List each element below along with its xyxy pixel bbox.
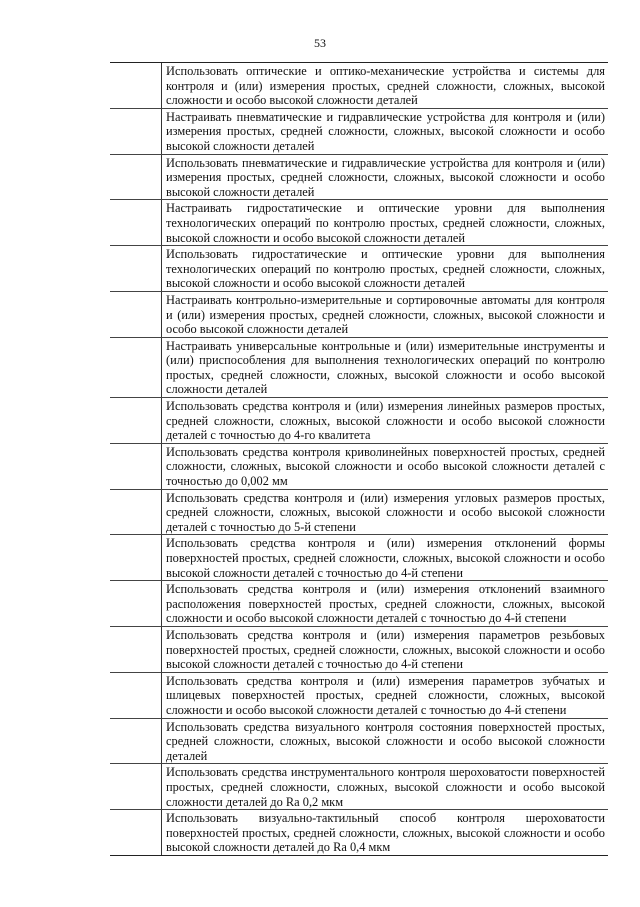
label-cell	[110, 63, 162, 108]
skill-text-cell: Использовать средства контроля и (или) измерения параметров резьбовых поверхностей простых, средней сложности, сложных, высокой сложности и особо высокой сложности деталей с точностью до 4-й степени	[166, 627, 605, 672]
table-row	[110, 810, 608, 855]
skill-text-cell: Использовать средства контроля криволинейных поверхностей простых, средней сложности, сложных, высокой сложности и особо высокой сложности деталей с точностью до 0,002 мм	[166, 444, 605, 489]
label-cell	[110, 200, 162, 245]
skill-text-cell: Использовать гидростатические и оптические уровни для выполнения технологических операций по контролю простых, средней сложности, сложных, высокой сложности и особо высокой сложности деталей	[166, 247, 605, 291]
table-row	[110, 63, 608, 109]
table-row	[110, 444, 608, 490]
table-row	[110, 109, 608, 155]
table-row	[110, 490, 608, 536]
skill-text-cell: Использовать средства контроля и (или) измерения линейных размеров простых, средней сложности, сложных, высокой сложности и особо высокой сложности деталей с точностью до 4-го квалитета	[166, 399, 605, 443]
table-row	[110, 627, 608, 673]
label-cell	[110, 109, 162, 154]
skills-table	[110, 62, 608, 856]
skill-text-cell: Использовать средства визуального контроля состояния поверхностей простых, средней сложности, сложных, высокой сложности и особо высокой сложности деталей	[166, 719, 605, 763]
table-row	[110, 292, 608, 338]
skill-text-cell: Использовать оптические и оптико-механические устройства и системы для контроля и (или) измерения простых, средней сложности, сложных, высокой сложности и особо высокой сложности деталей	[166, 64, 605, 108]
skill-text-cell: Использовать средства контроля и (или) измерения отклонений взаимного расположения поверхностей простых, средней сложности, сложных, высокой сложности и особо высокой сложности деталей с точностью до 4-й степени	[166, 582, 605, 626]
label-cell	[110, 246, 162, 291]
label-cell	[110, 398, 162, 443]
skill-text-cell: Настраивать контрольно-измерительные и сортировочные автоматы для контроля и (или) измерения простых, средней сложности, сложных, высокой сложности и особо высокой сложности деталей	[166, 292, 605, 337]
label-cell	[110, 719, 162, 764]
label-cell	[110, 338, 162, 397]
table-row	[110, 338, 608, 398]
table-row	[110, 581, 608, 627]
label-cell	[110, 764, 162, 809]
skill-text-cell: Использовать средства контроля и (или) измерения угловых размеров простых, средней сложности, сложных, высокой сложности и особо высокой сложности деталей с точностью до 5-й степени	[166, 490, 605, 534]
skill-text-cell: Использовать пневматические и гидравлические устройства для контроля и (или) измерения простых, средней сложности, сложных, высокой сложности и особо высокой сложности деталей	[166, 155, 605, 199]
label-cell	[110, 292, 162, 337]
table-row	[110, 155, 608, 201]
table-row	[110, 764, 608, 810]
table-row	[110, 535, 608, 581]
skill-text-cell: Настраивать универсальные контрольные и (или) измерительные инструменты и (или) приспособления для выполнения технологических операций по контролю простых, средней сложности, сложных, высокой сложности и особо высокой сложности деталей	[166, 338, 605, 397]
skill-text-cell: Использовать средства контроля и (или) измерения параметров зубчатых и шлицевых поверхностей простых, средней сложности, сложных, высокой сложности и особо высокой сложности деталей с точностью до 4-й степени	[166, 673, 605, 717]
label-cell	[110, 490, 162, 535]
skill-text-cell: Использовать средства контроля и (или) измерения отклонений формы поверхностей простых, средней сложности, сложных, высокой сложности и особо высокой сложности деталей с точностью до 4-й степени	[166, 536, 605, 580]
table-row	[110, 719, 608, 765]
label-cell	[110, 581, 162, 626]
skill-text-cell: Использовать средства инструментального контроля шероховатости поверхностей простых, средней сложности, сложных, высокой сложности и особо высокой сложности деталей до Ra 0,2 мкм	[166, 765, 605, 809]
table-row	[110, 246, 608, 292]
label-cell	[110, 535, 162, 580]
table-row	[110, 398, 608, 444]
label-cell	[110, 444, 162, 489]
table-row	[110, 673, 608, 719]
label-cell	[110, 673, 162, 718]
label-cell	[110, 810, 162, 855]
label-cell	[110, 155, 162, 200]
table-row	[110, 200, 608, 246]
label-cell	[110, 627, 162, 672]
skill-text-cell: Настраивать пневматические и гидравлические устройства для контроля и (или) измерения простых, средней сложности, сложных, высокой сложности и особо высокой сложности деталей	[166, 109, 605, 153]
skill-text-cell: Использовать визуально-тактильный способ контроля шероховатости поверхностей простых, средней сложности, сложных, высокой сложности и особо высокой сложности деталей до Ra 0,4 мкм	[166, 811, 605, 855]
skill-text-cell: Настраивать гидростатические и оптические уровни для выполнения технологических операций по контролю простых, средней сложности, сложных, высокой сложности и особо высокой сложности деталей	[166, 201, 605, 245]
page-number: 53	[314, 36, 326, 50]
